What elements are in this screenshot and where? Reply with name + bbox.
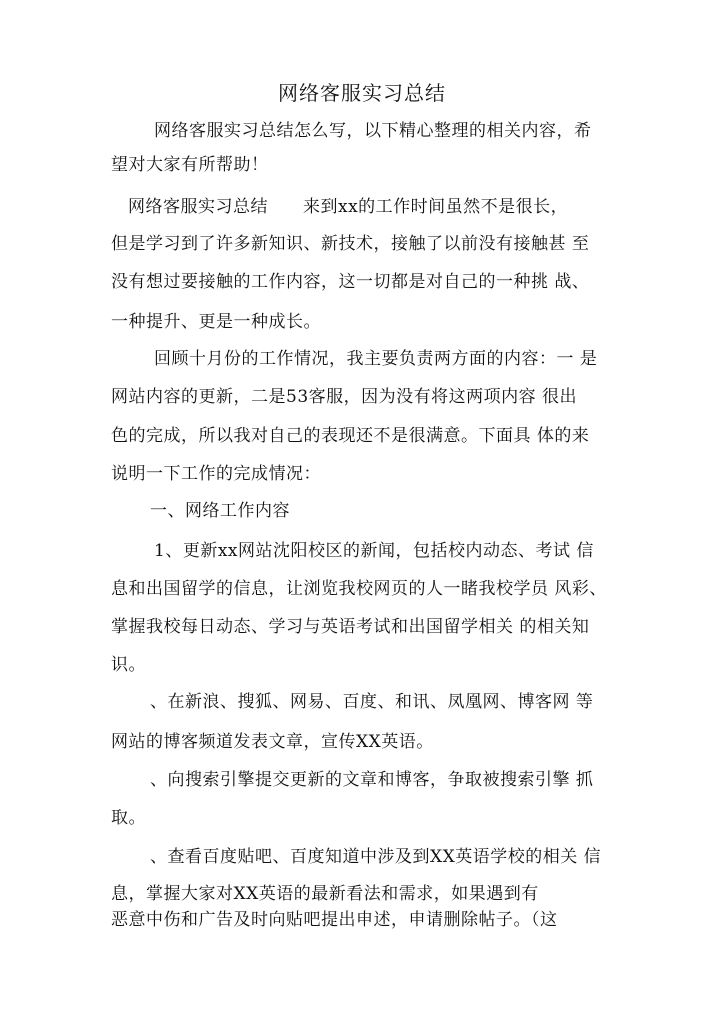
- paragraph-line: 回顾十月份的工作情况，我主要负责两方面的内容：一 是: [154, 349, 598, 369]
- paragraph-line: 网站的博客频道发表文章，宣传XX英语。: [111, 732, 434, 752]
- paragraph-line: 、在新浪、搜狐、网易、百度、和讯、凤凰网、博客网 等: [150, 692, 594, 712]
- paragraph-line: 网络客服实习总结怎么写，以下精心整理的相关内容，希: [154, 121, 592, 141]
- document-title: 网络客服实习总结: [278, 81, 446, 105]
- paragraph-line: 恶意中伤和广告及时向贴吧提出申述，申请删除帖子。（这: [111, 910, 558, 930]
- paragraph-line: 没有想过要接触的工作内容，这一切都是对自己的一种挑 战、: [111, 272, 590, 292]
- paragraph-line: 网站内容的更新，二是53客服，因为没有将这两项内容 很出: [111, 387, 578, 407]
- paragraph-line: 1、更新xx网站沈阳校区的新闻，包括校内动态、考试 信: [154, 541, 594, 561]
- paragraph-line: 识。: [111, 655, 146, 675]
- paragraph-line: 望对大家有所帮助！: [111, 155, 269, 175]
- paragraph-line: 网络客服实习总结 来到xx的工作时间虽然不是很长，: [128, 197, 569, 217]
- paragraph-line: 色的完成，所以我对自己的表现还不是很满意。下面具 体的来: [111, 426, 590, 446]
- paragraph-line: 掌握我校每日动态、学习与英语考试和出国留学相关 的相关知: [111, 617, 590, 637]
- paragraph-line: 取。: [111, 808, 146, 828]
- paragraph-line: 但是学习到了许多新知识、新技术，接触了以前没有接触甚 至: [111, 234, 590, 254]
- paragraph-line: 、向搜索引擎提交更新的文章和博客，争取被搜索引擎 抓: [150, 770, 594, 790]
- paragraph-line: 一种提升、更是一种成长。: [111, 312, 321, 332]
- section-heading: 一、网络工作内容: [150, 501, 290, 521]
- paragraph-line: 息和出国留学的信息，让浏览我校网页的人一睹我校学员 风彩、: [111, 579, 607, 599]
- paragraph-line: 、查看百度贴吧、百度知道中涉及到XX英语学校的相关 信: [150, 847, 602, 867]
- paragraph-line: 息，掌握大家对XX英语的最新看法和需求，如果遇到有: [111, 884, 539, 904]
- paragraph-line: 说明一下工作的完成情况：: [111, 464, 321, 484]
